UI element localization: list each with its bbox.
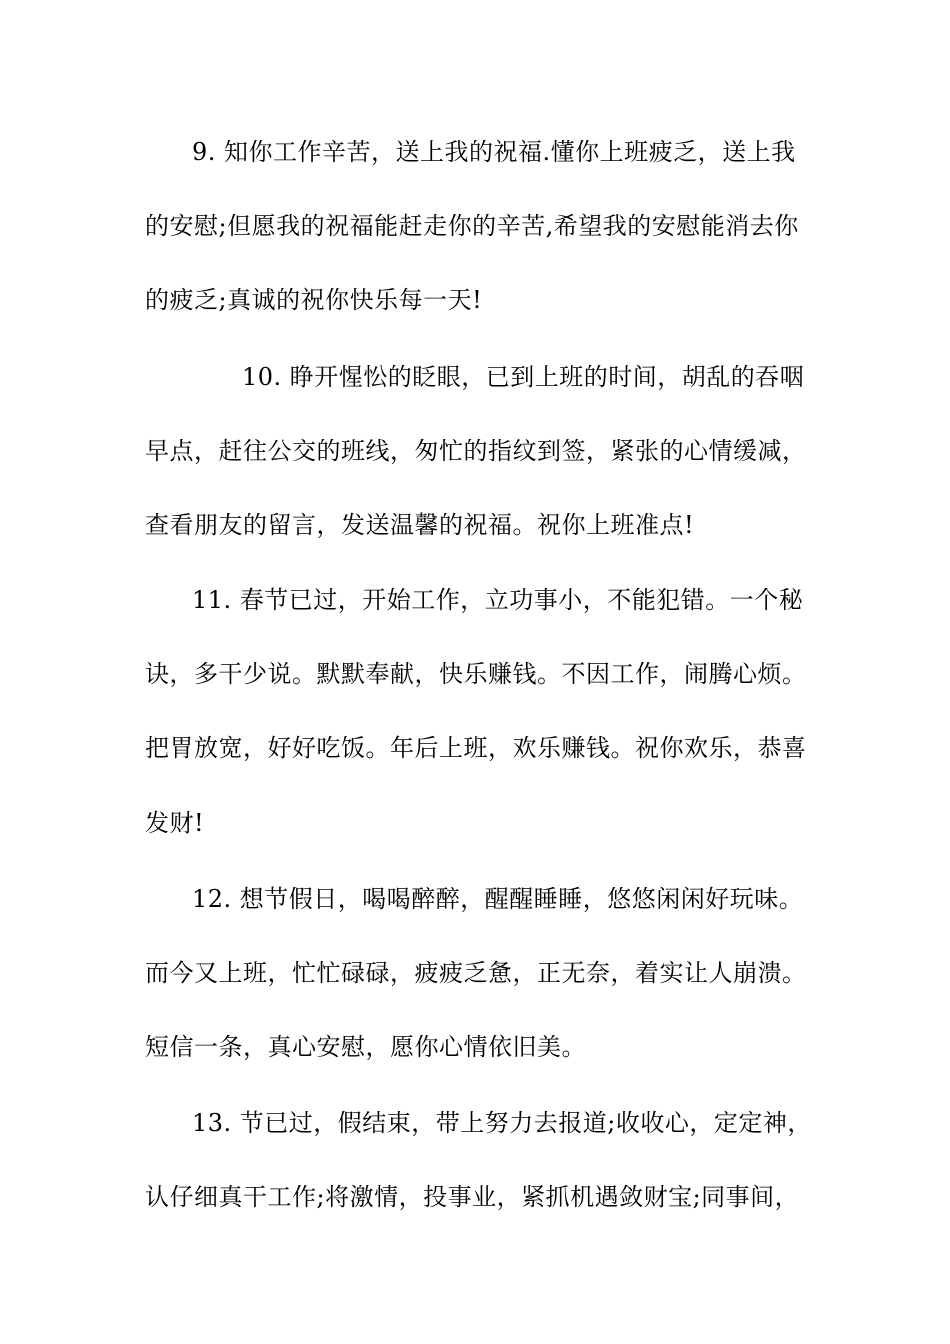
paragraph-9-line-2: 的安慰;但愿我的祝福能赶走你的辛苦,希望我的安慰能消去你 bbox=[145, 212, 799, 240]
paragraph-9-line-1: 9. 知你工作辛苦，送上我的祝福.懂你上班疲乏，送上我 bbox=[192, 138, 796, 166]
paragraph-13-line-2: 认仔细真干工作;将激情，投事业，紧抓机遇敛财宝;同事间， bbox=[145, 1183, 800, 1211]
paragraph-10-line-3: 查看朋友的留言，发送温馨的祝福。祝你上班准点! bbox=[145, 511, 695, 539]
paragraph-10-line-2: 早点，赶往公交的班线，匆忙的指纹到签，紧张的心情缓减， bbox=[145, 437, 807, 465]
paragraph-13-line-1: 13. 节已过，假结束，带上努力去报道;收收心，定定神， bbox=[192, 1109, 812, 1137]
paragraph-11-line-3: 把胃放宽，好好吃饭。年后上班，欢乐赚钱。祝你欢乐，恭喜 bbox=[145, 734, 807, 762]
paragraph-10-line-1: 10. 睁开惺忪的眨眼，已到上班的时间，胡乱的吞咽 bbox=[242, 363, 805, 391]
paragraph-12-line-1: 12. 想节假日，喝喝醉醉，醒醒睡睡，悠悠闲闲好玩味。 bbox=[192, 885, 804, 913]
paragraph-11-line-1: 11. 春节已过，开始工作，立功事小，不能犯错。一个秘 bbox=[192, 586, 804, 614]
paragraph-11-line-2: 诀，多干少说。默默奉献，快乐赚钱。不因工作，闹腾心烦。 bbox=[145, 660, 807, 688]
paragraph-12-line-3: 短信一条，真心安慰，愿你心情依旧美。 bbox=[145, 1033, 586, 1061]
paragraph-12-line-2: 而今又上班，忙忙碌碌，疲疲乏惫，正无奈，着实让人崩溃。 bbox=[145, 959, 807, 987]
paragraph-11-line-4: 发财! bbox=[145, 809, 205, 837]
paragraph-9-line-3: 的疲乏;真诚的祝你快乐每一天! bbox=[145, 286, 483, 314]
